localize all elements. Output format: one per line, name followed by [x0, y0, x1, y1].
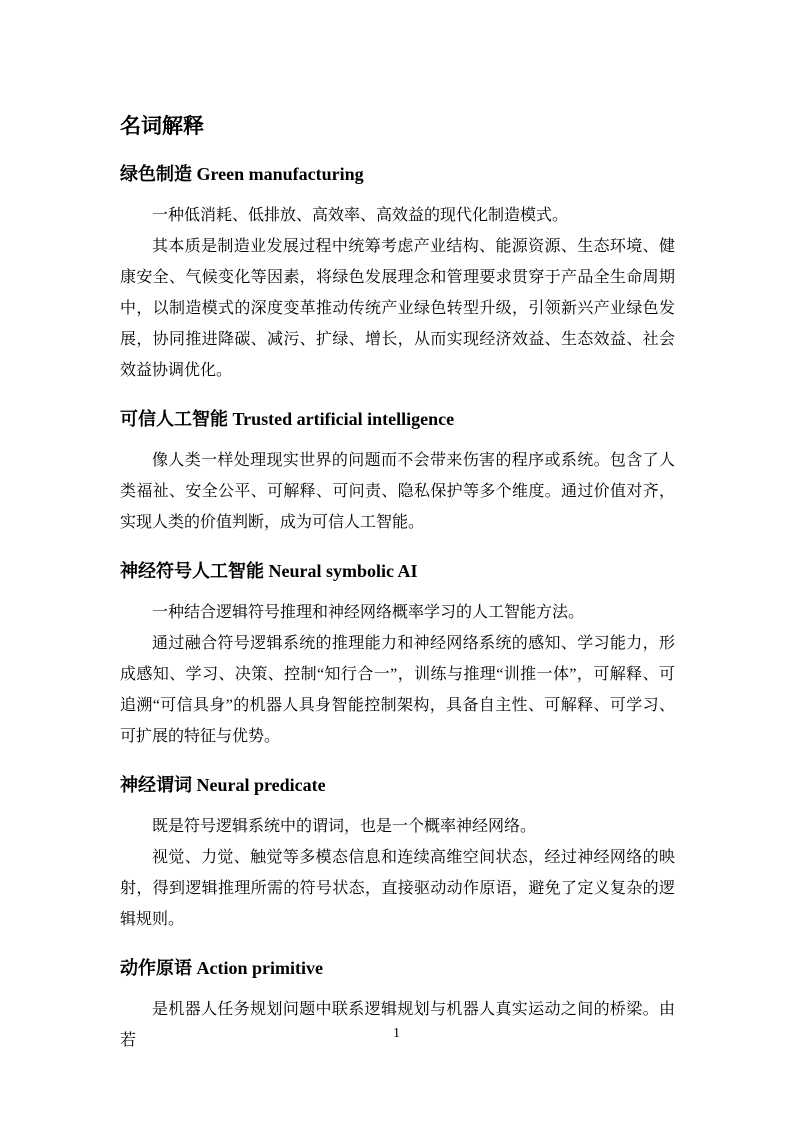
document-title: 名词解释	[120, 114, 204, 138]
section-paragraphs	[120, 597, 675, 752]
section-heading: 神经谓词 Neural predicate	[120, 775, 326, 795]
sections	[120, 161, 675, 1056]
section-heading: 神经符号人工智能 Neural symbolic AI	[120, 561, 418, 581]
glossary-section	[120, 772, 675, 935]
glossary-section	[120, 558, 675, 752]
paragraph: 既是符号逻辑系统中的谓词，也是一个概率神经网络。	[152, 818, 537, 835]
glossary-section	[120, 161, 675, 386]
section-paragraphs	[120, 811, 675, 935]
section-heading: 可信人工智能 Trusted artificial intelligence	[120, 409, 455, 429]
section-paragraphs	[120, 445, 675, 538]
paragraph: 一种低消耗、低排放、高效率、高效益的现代化制造模式。	[152, 207, 569, 224]
paragraph: 是机器人任务规划问题中联系逻辑规划与机器人真实运动之间的桥梁。由若	[120, 1001, 675, 1049]
paragraph: 通过融合符号逻辑系统的推理能力和神经网络系统的感知、学习能力，形成感知、学习、决策、控制“知行合一”，训练与推理“训推一体”，可解释、可追溯“可信具身”的机器人具身智能控制架构，具备自主性、可解释、可学习、可扩展的特征与优势。	[120, 635, 675, 745]
page-number: 1	[393, 1026, 400, 1041]
section-heading: 绿色制造 Green manufacturing	[120, 164, 364, 184]
section-paragraphs	[120, 200, 675, 386]
section-paragraphs	[120, 994, 675, 1056]
paragraph: 其本质是制造业发展过程中统筹考虑产业结构、能源资源、生态环境、健康安全、气候变化等因素，将绿色发展理念和管理要求贯穿于产品全生命周期中，以制造模式的深度变革推动传统产业绿色转型升级，引领新兴产业绿色发展，协同推进降碳、减污、扩绿、增长，从而实现经济效益、生态效益、社会效益协调优化。	[120, 238, 675, 379]
paragraph: 一种结合逻辑符号推理和神经网络概率学习的人工智能方法。	[152, 604, 585, 621]
paragraph: 视觉、力觉、触觉等多模态信息和连续高维空间状态，经过神经网络的映射，得到逻辑推理所需的符号状态，直接驱动动作原语，避免了定义复杂的逻辑规则。	[120, 849, 675, 928]
paragraph: 像人类一样处理现实世界的问题而不会带来伤害的程序或系统。包含了人类福祉、安全公平、可解释、可问责、隐私保护等多个维度。通过价值对齐，实现人类的价值判断，成为可信人工智能。	[120, 452, 675, 531]
glossary-section	[120, 406, 675, 538]
section-heading: 动作原语 Action primitive	[120, 958, 323, 978]
